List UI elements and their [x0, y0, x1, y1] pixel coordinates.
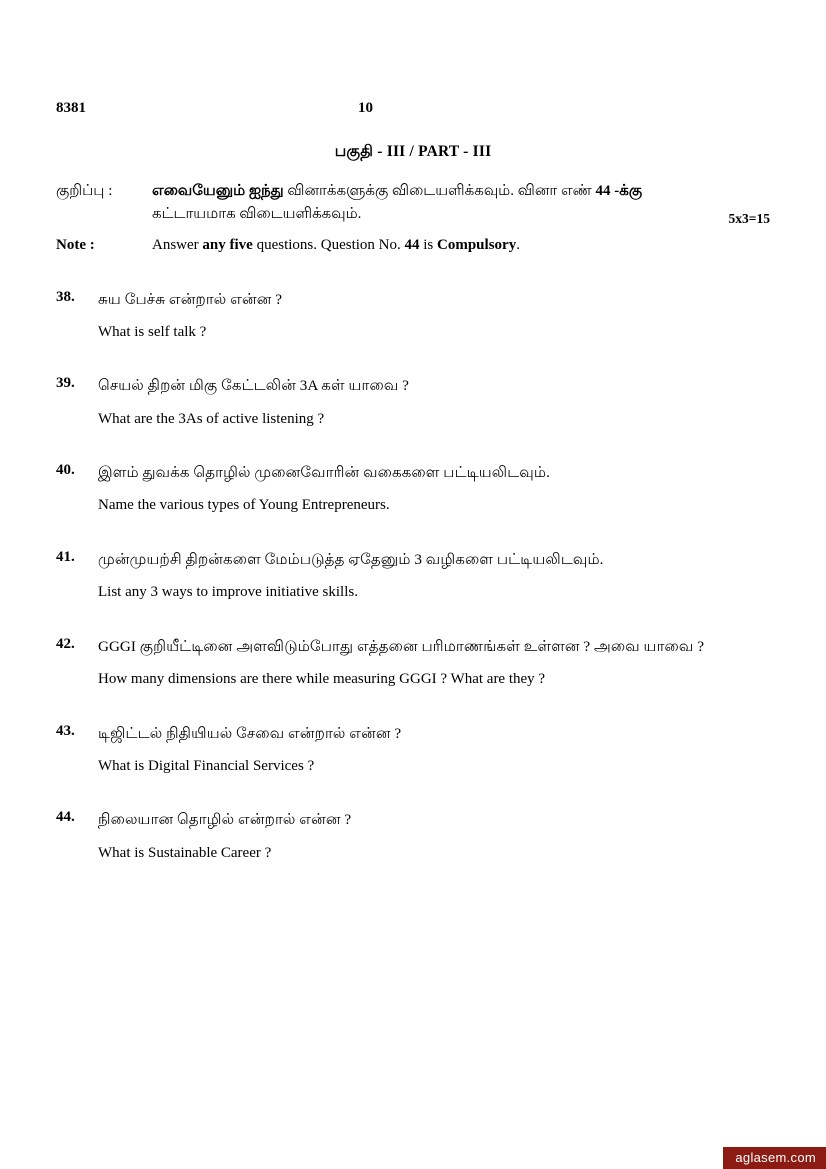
question-text-english: What are the 3As of active listening ? — [98, 410, 325, 427]
question-text-tamil: சுய பேச்சு என்றால் என்ன ? — [98, 290, 283, 308]
part-title: பகுதி - III / PART - III — [334, 143, 492, 160]
question-item — [56, 722, 770, 778]
page-header — [56, 100, 770, 117]
question-text-english: What is Digital Financial Services ? — [98, 757, 315, 774]
question-body — [98, 635, 770, 691]
question-text-english: What is self talk ? — [98, 323, 207, 340]
question-text-tamil: முன்முயற்சி திறன்களை மேம்படுத்த ஏதேனும் 3 வழிகளை பட்டியலிடவும். — [98, 550, 604, 568]
questions-list — [56, 288, 770, 865]
question-text-tamil: செயல் திறன் மிகு கேட்டலின் 3A கள் யாவை ? — [98, 377, 409, 395]
note-tamil-bold-44: 44 -க்கு — [595, 183, 643, 199]
question-body — [98, 374, 770, 430]
note-tamil-bold-any-five: எவையேனும் ஐந்து — [152, 183, 284, 199]
question-text-tamil: நிலையான தொழில் என்றால் என்ன ? — [98, 811, 352, 829]
watermark-badge: aglasem.com — [723, 1147, 826, 1169]
note-en-any-five: any five — [202, 236, 253, 253]
note-tamil-line-2: கட்டாயமாக விடையளிக்கவும். — [152, 206, 362, 223]
question-text-english: List any 3 ways to improve initiative skills. — [98, 584, 358, 601]
note-en-44: 44 — [404, 236, 420, 253]
question-item — [56, 374, 770, 430]
page-number: 10 — [358, 100, 373, 116]
note-tamil-text-1: வினாக்களுக்கு விடையளிக்கவும். வினா எண் — [283, 183, 596, 199]
question-body — [98, 288, 770, 344]
paper-code: 8381 — [56, 100, 86, 116]
question-number: 39. — [56, 375, 75, 392]
note-en-compulsory: Compulsory — [437, 236, 517, 253]
question-number: 38. — [56, 288, 75, 305]
question-number: 40. — [56, 462, 75, 479]
question-number: 44. — [56, 809, 75, 826]
note-en-a: Answer — [152, 236, 203, 253]
question-item — [56, 461, 770, 517]
question-text-tamil: டிஜிட்டல் நிதியியல் சேவை என்றால் என்ன ? — [98, 724, 402, 742]
question-item — [56, 635, 770, 691]
question-body — [98, 548, 770, 604]
question-body — [98, 808, 770, 864]
marks-indicator: 5x3=15 — [728, 210, 770, 226]
question-item — [56, 548, 770, 604]
note-english — [56, 237, 770, 254]
question-item — [56, 808, 770, 864]
question-number: 41. — [56, 548, 75, 565]
question-number: 42. — [56, 635, 75, 652]
question-text-english: Name the various types of Young Entrepreneurs. — [98, 497, 390, 514]
note-en-g: . — [516, 236, 520, 253]
question-text-tamil: இளம் துவக்க தொழில் முனைவோரின் வகைகளை பட்டியலிடவும். — [98, 464, 550, 482]
question-body — [98, 722, 770, 778]
question-item — [56, 288, 770, 344]
note-en-e: is — [419, 236, 438, 253]
note-en-c: questions. Question No. — [252, 236, 405, 253]
question-number: 43. — [56, 722, 75, 739]
question-text-english: What is Sustainable Career ? — [98, 844, 272, 861]
note-tamil-label: குறிப்பு : — [56, 183, 113, 199]
question-text-tamil: GGGI குறியீட்டினை அளவிடும்போது எத்தனை பரிமாணங்கள் உள்ளன ? அவை யாவை ? — [98, 637, 704, 655]
note-english-body — [152, 237, 770, 254]
note-english-label: Note : — [56, 236, 95, 253]
note-tamil-line-1 — [152, 180, 770, 203]
question-text-english: How many dimensions are there while measuring GGGI ? What are they ? — [98, 671, 546, 688]
note-block — [56, 180, 770, 254]
note-tamil-body — [152, 180, 770, 227]
note-tamil — [56, 180, 770, 227]
question-body — [98, 461, 770, 517]
